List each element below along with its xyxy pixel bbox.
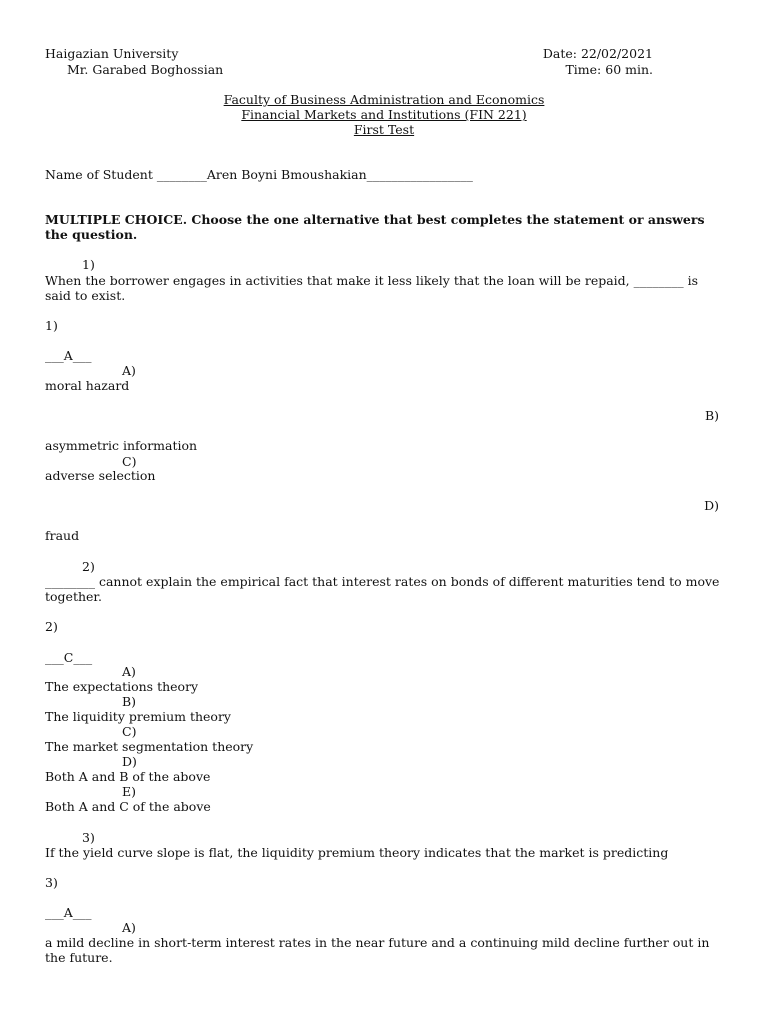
question-2-option-c-letter: C) [122,724,137,739]
instructions-line-2: the question. [45,227,138,242]
exam-time: Time: 60 min. [565,62,653,77]
question-2-option-e-letter: E) [122,784,137,799]
question-2-option-d-text: Both A and B of the above [45,769,211,784]
faculty-title: Faculty of Business Administration and Economics [223,92,545,107]
question-3-option-a-text-line-2: the future. [45,950,113,965]
question-1-number-repeat: 1) [45,318,58,333]
student-name-line: Name of Student ________Aren Boyni Bmoushakian_________________ [45,167,473,182]
question-1-option-c-letter: C) [122,454,137,469]
question-1-text-line-1: When the borrower engages in activities that make it less likely that the loan will be repaid, ________ is [45,273,698,288]
question-1-option-d-text: fraud [45,528,80,543]
question-1-text-line-2: said to exist. [45,288,126,303]
question-2-option-e-text: Both A and C of the above [45,799,211,814]
question-1-number: 1) [82,257,95,272]
instructions-line-1: MULTIPLE CHOICE. Choose the one alternative that best completes the statement or answers [45,212,705,227]
exam-date: Date: 22/02/2021 [542,46,653,61]
course-title: Financial Markets and Institutions (FIN 221) [241,107,527,122]
university-name: Haigazian University [45,46,179,61]
question-1-option-b-text: asymmetric information [45,438,198,453]
question-3-text-line-1: If the yield curve slope is flat, the liquidity premium theory indicates that the market is predicting [45,845,669,860]
question-1-option-a-letter: A) [122,363,136,378]
question-2-number: 2) [82,559,95,574]
question-2-text-line-2: together. [45,589,102,604]
question-3-number-repeat: 3) [45,875,58,890]
question-2-answer: ___C___ [45,650,93,665]
question-3-option-a-letter: A) [122,920,136,935]
question-1-option-b-letter: B) [704,408,719,423]
question-3-answer: ___A___ [45,905,92,920]
question-3-number: 3) [82,830,95,845]
question-2-option-b-text: The liquidity premium theory [45,709,231,724]
question-1-option-c-text: adverse selection [45,468,156,483]
question-2-option-d-letter: D) [122,754,137,769]
question-2-option-c-text: The market segmentation theory [45,739,254,754]
question-2-option-a-letter: A) [122,664,136,679]
question-1-option-d-letter: D) [704,498,719,513]
question-1-option-a-text: moral hazard [45,378,130,393]
question-3-option-a-text-line-1: a mild decline in short-term interest rates in the near future and a continuing mild decline further out in [45,935,710,950]
instructor-name: Mr. Garabed Boghossian [67,62,224,77]
question-2-option-a-text: The expectations theory [45,679,199,694]
question-2-option-b-letter: B) [122,694,137,709]
test-title: First Test [353,122,415,137]
question-2-number-repeat: 2) [45,619,58,634]
question-1-answer: ___A___ [45,348,92,363]
question-2-text-line-1: ________ cannot explain the empirical fact that interest rates on bonds of different maturities tend to move [45,574,720,589]
